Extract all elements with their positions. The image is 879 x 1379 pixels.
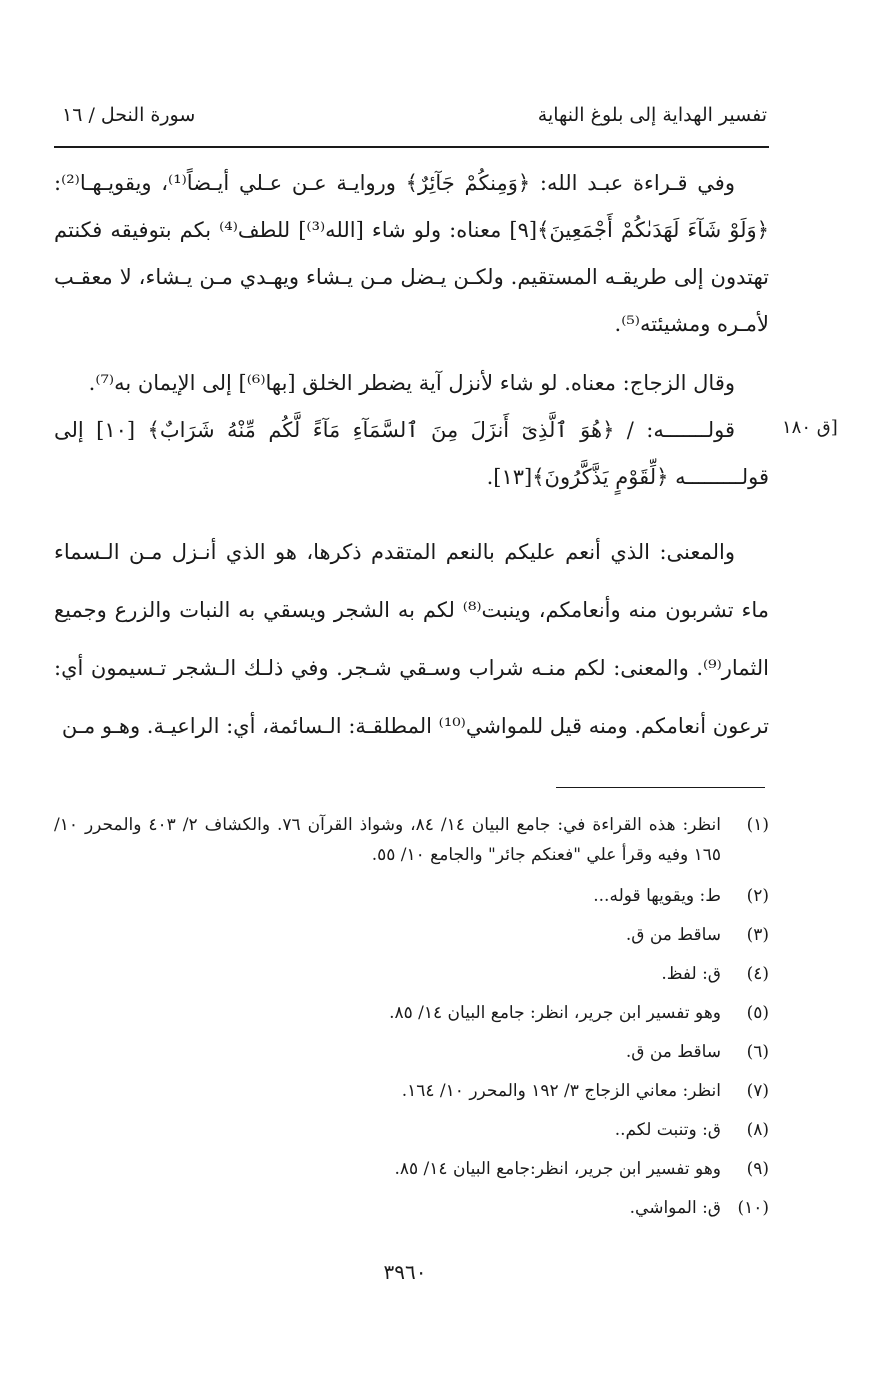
footnote-number: (٤)	[746, 964, 769, 984]
footnote-item	[54, 998, 769, 1028]
paragraph-2: وقال الزجاج: معناه. لو شاء لأنزل آية يضطر الخلق [بها⁽⁶⁾] إلى الإيمان به⁽⁷⁾.	[88, 371, 735, 395]
footnote-text: ق: وتنبت لكم..	[614, 1120, 721, 1140]
footnote-item	[54, 959, 769, 989]
footnote-item	[54, 1193, 769, 1223]
footnote-number: (٥)	[746, 1003, 769, 1023]
footnote-number: (٩)	[746, 1159, 769, 1179]
footnote-item	[54, 810, 769, 870]
paragraph-1: وفي قـراءة عبـد الله: ﴿وَمِنكُمْ جَآئِرٌ﴾ وروايـة عـن عـلي أيـضاً⁽¹⁾، ويقويـهـا⁽²⁾: ﴿وَلَوْ شَآءَ لَهَدَىٰكُمْ أَجْمَعِينَ﴾[٩] معناه: ولو شاء [الله⁽³⁾] للطف⁽⁴⁾ بكم بتوفيقه فكنتم تهتدون إلى طريقـه المستقيم. ولكـن يـضل مـن يـشاء ويهـدي مـن يـشاء، لا معقـب لأمـره ومشيئته⁽⁵⁾.	[54, 171, 770, 336]
footnote-number: (١)	[746, 815, 769, 835]
paragraph-4: والمعنى: الذي أنعم عليكم بالنعم المتقدم ذكرها، هو الذي أنـزل مـن الـسماء ماء تشربون منه وأنعامكم، وينبت⁽⁸⁾ لكم به الشجر ويسقي به النبات والزرع وجميع الثمار⁽⁹⁾. والمعنى: لكم منـه شراب وسـقي شـجر. وفي ذلـك الـشجر تـسيمون أي: ترعون أنعامكم. ومنه قيل للمواشي⁽¹⁰⁾ المطلقـة: الـسائمة، أي: الراعيـة. وهـو مـن	[54, 540, 769, 738]
footnote-text: وهو تفسير ابن جرير، انظر: جامع البيان ١٤/ ٨٥.	[389, 1003, 721, 1023]
running-header-surah: سورة النحل / ١٦	[62, 104, 196, 126]
header-rule	[54, 146, 769, 148]
main-text	[54, 160, 769, 755]
footnote-item	[54, 1154, 769, 1184]
paragraph-3: قولـــــــه: / ﴿هُوَ ٱلَّذِىٓ أَنزَلَ مِنَ ٱلسَّمَآءِ مَآءً لَّكُم مِّنْهُ شَرَابٌ﴾ [١٠] إلى قولـــــــــه ﴿لِّقَوْمٍ يَذَّكَّرُونَ﴾[١٣].	[54, 418, 769, 489]
footnote-text: انظر: هذه القراءة في: جامع البيان ١٤/ ٨٤، وشواذ القرآن ٧٦. والكشاف ٢/ ٤٠٣ والمحرر ١٠/ ١٦٥ وفيه وقرأ علي "فعنكم جائر" والجامع ١٠/ ٥٥.	[54, 815, 722, 865]
page-number: ٣٩٦٠	[383, 1260, 427, 1284]
footnote-number: (٣)	[746, 925, 769, 945]
footnote-number: (٨)	[746, 1120, 769, 1140]
footnote-number: (٢)	[746, 886, 769, 906]
footnote-number: (٧)	[746, 1081, 769, 1101]
footnote-item	[54, 881, 769, 911]
footnote-item	[54, 920, 769, 950]
footnote-text: ق: لفظ.	[661, 964, 721, 984]
footnote-text: ساقط من ق.	[625, 925, 721, 945]
footnote-text: وهو تفسير ابن جرير، انظر:جامع البيان ١٤/ ٨٥.	[394, 1159, 721, 1179]
footnote-text: انظر: معاني الزجاج ٣/ ١٩٢ والمحرر ١٠/ ١٦٤.	[401, 1081, 721, 1101]
footnote-text: ق: المواشي.	[629, 1198, 721, 1218]
footnote-item	[54, 1037, 769, 1067]
footnote-text: ساقط من ق.	[625, 1042, 721, 1062]
manuscript-margin-note: [ق ١٨٠	[782, 417, 838, 438]
footnotes	[54, 810, 769, 1232]
footnote-separator	[556, 787, 765, 788]
footnote-item	[54, 1076, 769, 1106]
footnote-item	[54, 1115, 769, 1145]
running-header-title: تفسير الهداية إلى بلوغ النهاية	[537, 104, 767, 126]
footnote-text: ط: ويقويها قوله...	[593, 886, 721, 906]
footnote-number: (٦)	[746, 1042, 769, 1062]
footnote-number: (١٠)	[737, 1198, 769, 1218]
